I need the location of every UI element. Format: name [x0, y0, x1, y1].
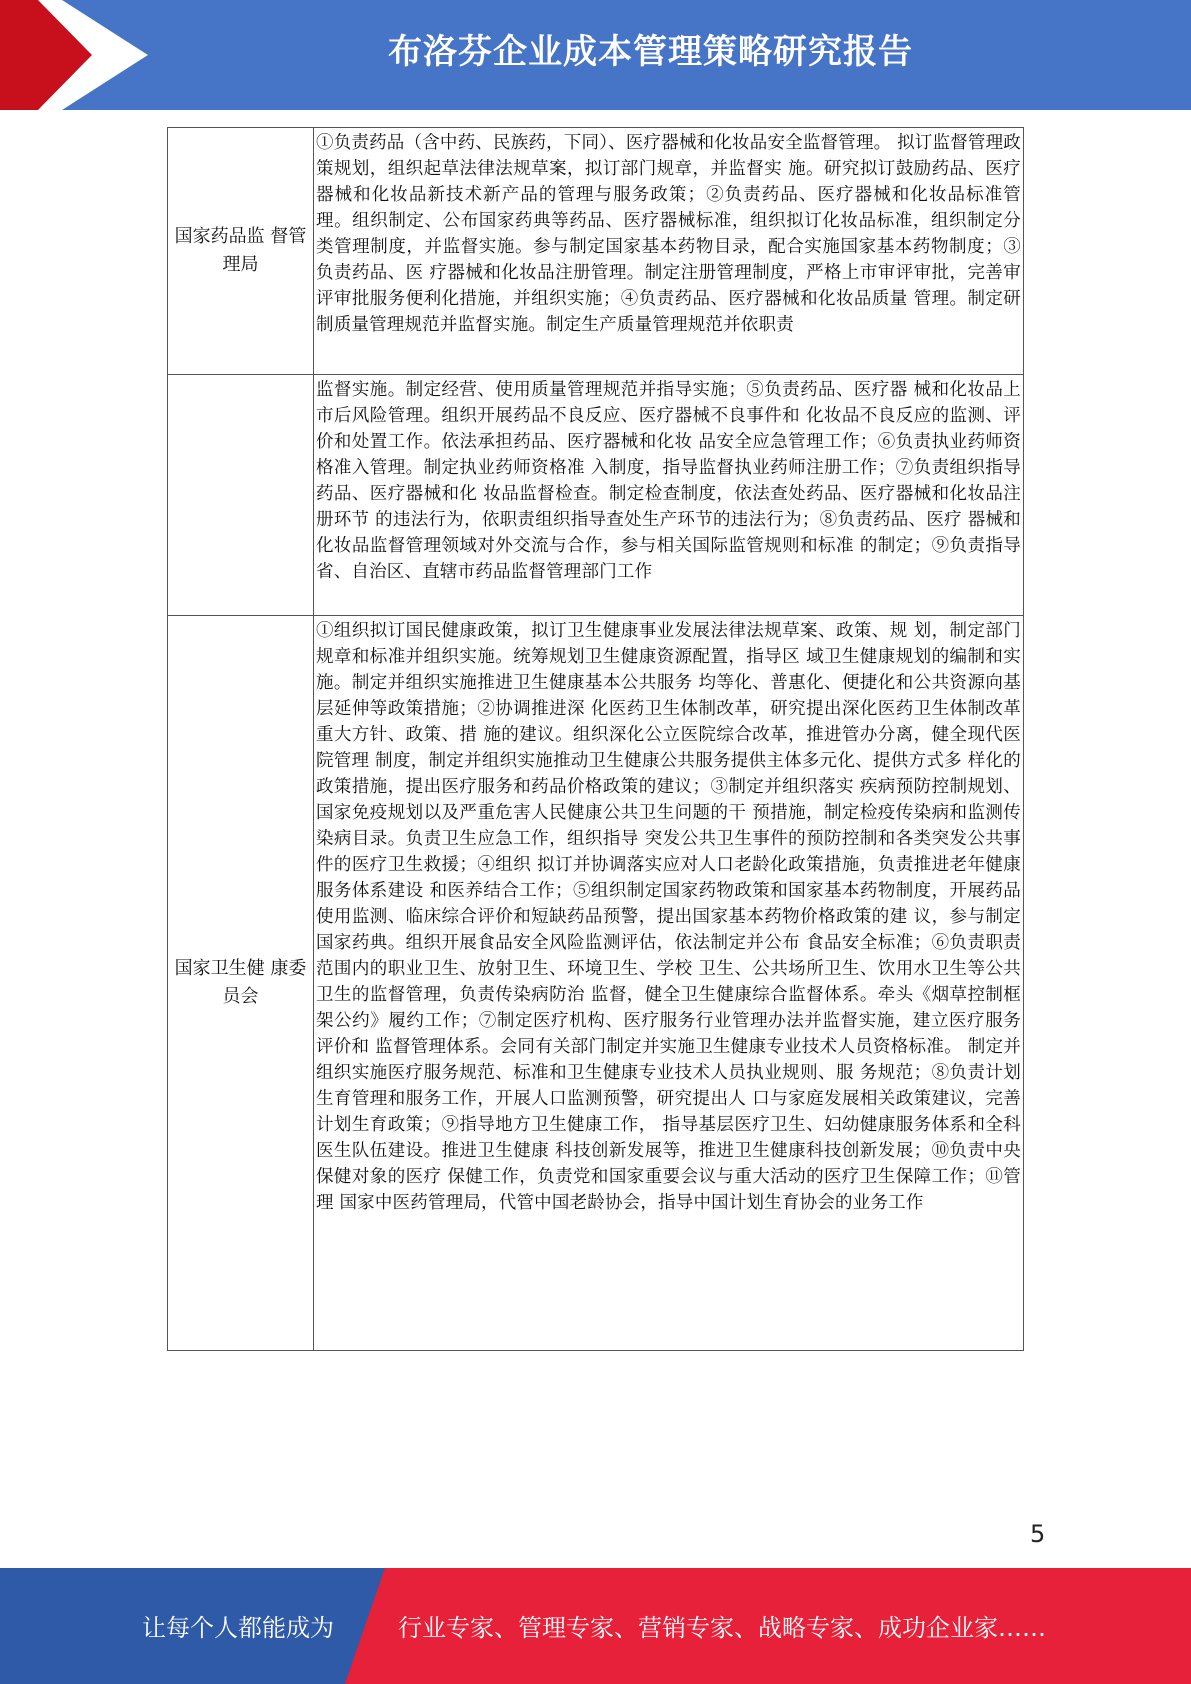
duties-cell: ①负责药品（含中药、民族药，下同）、医疗器械和化妆品安全监督管理。 拟订监督管理政策规划，组织起草法律法规草案，拟订部门规章，并监督实 施。研究拟订鼓励药品、医疗器械和化妆品新技术新产品的管理与服务政策；②负责药品、医疗器械和化妆品标准管理。组织制定、公布国家药典等药品、医疗器械标准，组织拟订化妆品标准，组织制定分类管理制度，并监督实施。参与制定国家基本药物目录，配合实施国家基本药物制度；③负责药品、医 疗器械和化妆品注册管理。制定注册管理制度，严格上市审评审批，完善审 评审批服务便利化措施，并组织实施；④负责药品、医疗器械和化妆品质量 管理。制定研制质量管理规范并监督实施。制定生产质量管理规范并依职责	[314, 128, 1024, 375]
duties-cell: ①组织拟订国民健康政策，拟订卫生健康事业发展法律法规草案、政策、规 划，制定部门规章和标准并组织实施。统筹规划卫生健康资源配置，指导区 域卫生健康规划的编制和实施。制定并组织实施推进卫生健康基本公共服务 均等化、普惠化、便捷化和公共资源向基层延伸等政策措施；②协调推进深 化医药卫生体制改革，研究提出深化医药卫生体制改革重大方针、政策、措 施的建议。组织深化公立医院综合改革，推进管办分离，健全现代医院管理 制度，制定并组织实施推动卫生健康公共服务提供主体多元化、提供方式多 样化的政策措施，提出医疗服务和药品价格政策的建议；③制定并组织落实 疾病预防控制规划、国家免疫规划以及严重危害人民健康公共卫生问题的干 预措施，制定检疫传染病和监测传染病目录。负责卫生应急工作，组织指导 突发公共卫生事件的预防控制和各类突发公共事件的医疗卫生救援；④组织 拟订并协调落实应对人口老龄化政策措施，负责推进老年健康服务体系建设 和医养结合工作；⑤组织制定国家药物政策和国家基本药物制度，开展药品 使用监测、临床综合评价和短缺药品预警，提出国家基本药物价格政策的建 议，参与制定国家药典。组织开展食品安全风险监测评估，依法制定并公布 食品安全标准；⑥负责职责范围内的职业卫生、放射卫生、环境卫生、学校 卫生、公共场所卫生、饮用水卫生等公共卫生的监督管理，负责传染病防治 监督，健全卫生健康综合监督体系。牵头《烟草控制框架公约》履约工作；⑦制定医疗机构、医疗服务行业管理办法并监督实施，建立医疗服务评价和 监督管理体系。会同有关部门制定并实施卫生健康专业技术人员资格标准。 制定并组织实施医疗服务规范、标准和卫生健康专业技术人员执业规则、服 务规范；⑧负责计划生育管理和服务工作，开展人口监测预警，研究提出人 口与家庭发展相关政策建议，完善计划生育政策；⑨指导地方卫生健康工作， 指导基层医疗卫生、妇幼健康服务体系和全科医生队伍建设。推进卫生健康 科技创新发展等，推进卫生健康科技创新发展；⑩负责中央保健对象的医疗 保健工作，负责党和国家重要会议与重大活动的医疗卫生保障工作；⑪管理 国家中医药管理局，代管中国老龄协会，指导中国计划生育协会的业务工作	[314, 616, 1024, 1351]
org-name-cell: 国家药品监 督管理局	[168, 128, 314, 375]
org-name-cell: 国家卫生健 康委员会	[168, 616, 314, 1351]
table-row	[168, 128, 1024, 375]
page-footer	[0, 1568, 1191, 1684]
org-name-cell	[168, 375, 314, 616]
report-title: 布洛芬企业成本管理策略研究报告	[388, 32, 913, 72]
duties-cell: 监督实施。制定经营、使用质量管理规范并指导实施；⑤负责药品、医疗器 械和化妆品上市后风险管理。组织开展药品不良反应、医疗器械不良事件和 化妆品不良反应的监测、评价和处置工作。依法承担药品、医疗器械和化妆 品安全应急管理工作；⑥负责执业药师资格准入管理。制定执业药师资格准 入制度，指导监督执业药师注册工作；⑦负责组织指导药品、医疗器械和化 妆品监督检查。制定检查制度，依法查处药品、医疗器械和化妆品注册环节 的违法行为，依职责组织指导查处生产环节的违法行为；⑧负责药品、医疗 器械和化妆品监督管理领域对外交流与合作，参与相关国际监管规则和标准 的制定；⑨负责指导省、自治区、直辖市药品监督管理部门工作	[314, 375, 1024, 616]
table-row	[168, 616, 1024, 1351]
page-header	[0, 0, 1191, 110]
duties-table	[167, 127, 1024, 1351]
table-row	[168, 375, 1024, 616]
footer-slogan-right: 行业专家、管理专家、营销专家、战略专家、成功企业家……	[398, 1614, 1046, 1642]
footer-slogan-left: 让每个人都能成为	[142, 1614, 334, 1642]
red-chevron-decoration	[0, 0, 150, 110]
page-number: 5	[1030, 1520, 1046, 1548]
